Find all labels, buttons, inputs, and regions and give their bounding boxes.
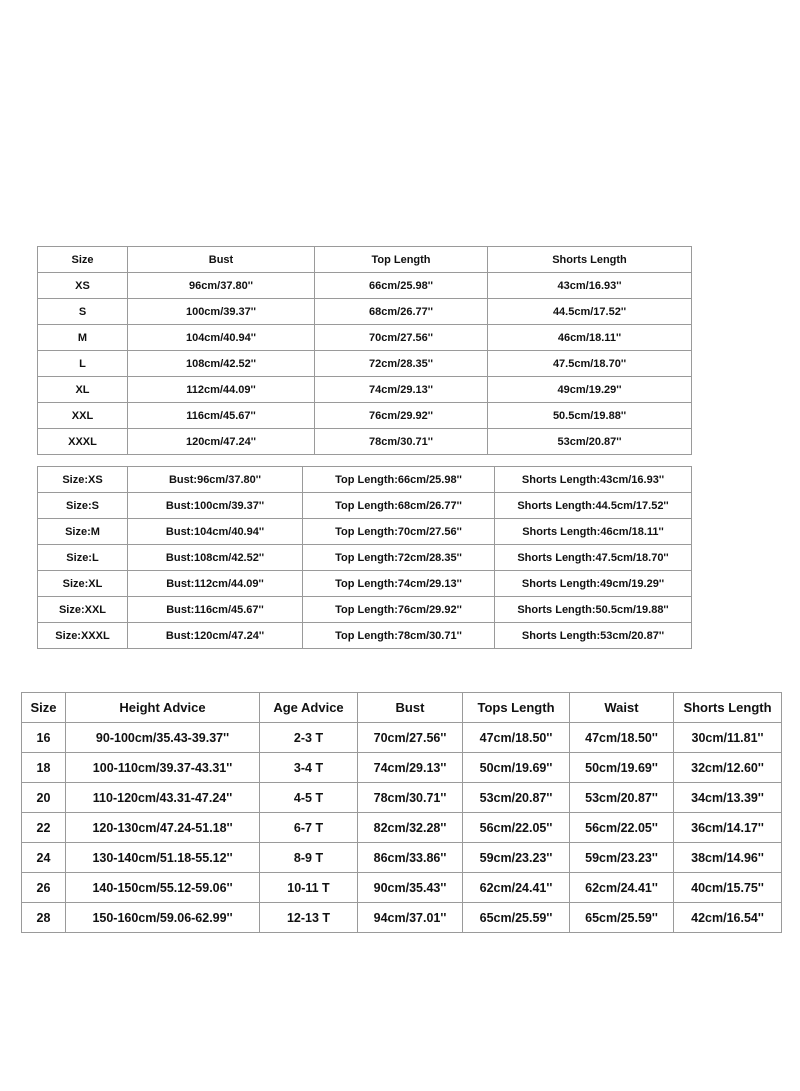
labeled-size-chart-table — [37, 466, 692, 649]
table-cell: 62cm/24.41'' — [570, 873, 674, 903]
table-cell: 94cm/37.01'' — [358, 903, 463, 933]
kids-size-chart-table — [21, 692, 782, 933]
table-cell: 104cm/40.94'' — [128, 325, 315, 351]
table-header-row — [38, 247, 692, 273]
table-row — [38, 519, 692, 545]
table-cell: 130-140cm/51.18-55.12'' — [66, 843, 260, 873]
table-row — [22, 723, 782, 753]
header-tops-length: Tops Length — [463, 693, 570, 723]
table-cell: XS — [38, 273, 128, 299]
table-header-row — [22, 693, 782, 723]
table-cell: 66cm/25.98'' — [315, 273, 488, 299]
table-cell: Size:L — [38, 545, 128, 571]
table-row — [22, 783, 782, 813]
header-bust: Bust — [128, 247, 315, 273]
table-row — [22, 843, 782, 873]
table-cell: 82cm/32.28'' — [358, 813, 463, 843]
table-cell: 10-11 T — [260, 873, 358, 903]
table-cell: S — [38, 299, 128, 325]
table-cell: 110-120cm/43.31-47.24'' — [66, 783, 260, 813]
header-shorts-length: Shorts Length — [488, 247, 692, 273]
table-cell: Shorts Length:46cm/18.11'' — [495, 519, 692, 545]
table-cell: 90cm/35.43'' — [358, 873, 463, 903]
table-cell: 46cm/18.11'' — [488, 325, 692, 351]
table-row — [38, 429, 692, 455]
table-cell: 16 — [22, 723, 66, 753]
table-row — [38, 623, 692, 649]
table-cell: Size:XXXL — [38, 623, 128, 649]
table-cell: Bust:116cm/45.67'' — [128, 597, 303, 623]
table-cell: 65cm/25.59'' — [463, 903, 570, 933]
table-cell: Top Length:66cm/25.98'' — [303, 467, 495, 493]
table-cell: 40cm/15.75'' — [674, 873, 782, 903]
table-cell: Bust:108cm/42.52'' — [128, 545, 303, 571]
table-row — [38, 545, 692, 571]
table-cell: Shorts Length:53cm/20.87'' — [495, 623, 692, 649]
table-cell: 50.5cm/19.88'' — [488, 403, 692, 429]
table-cell: 96cm/37.80'' — [128, 273, 315, 299]
table-cell: Top Length:72cm/28.35'' — [303, 545, 495, 571]
header-size: Size — [22, 693, 66, 723]
table-cell: Shorts Length:43cm/16.93'' — [495, 467, 692, 493]
table-cell: Bust:96cm/37.80'' — [128, 467, 303, 493]
table-cell: 36cm/14.17'' — [674, 813, 782, 843]
table-row — [22, 813, 782, 843]
table-cell: 3-4 T — [260, 753, 358, 783]
table-cell: 8-9 T — [260, 843, 358, 873]
table-cell: 59cm/23.23'' — [463, 843, 570, 873]
table-cell: 74cm/29.13'' — [315, 377, 488, 403]
table-cell: 65cm/25.59'' — [570, 903, 674, 933]
table-row — [38, 403, 692, 429]
table-cell: Top Length:76cm/29.92'' — [303, 597, 495, 623]
table-cell: Bust:100cm/39.37'' — [128, 493, 303, 519]
table-row — [38, 377, 692, 403]
table-cell: 74cm/29.13'' — [358, 753, 463, 783]
table-cell: Shorts Length:50.5cm/19.88'' — [495, 597, 692, 623]
table-cell: 32cm/12.60'' — [674, 753, 782, 783]
table-cell: 140-150cm/55.12-59.06'' — [66, 873, 260, 903]
table-row — [38, 597, 692, 623]
table-cell: 50cm/19.69'' — [463, 753, 570, 783]
table-cell: 22 — [22, 813, 66, 843]
table-cell: 2-3 T — [260, 723, 358, 753]
table-cell: 120-130cm/47.24-51.18'' — [66, 813, 260, 843]
table-cell: Bust:104cm/40.94'' — [128, 519, 303, 545]
table-row — [38, 325, 692, 351]
table-cell: 56cm/22.05'' — [570, 813, 674, 843]
table-cell: Size:XXL — [38, 597, 128, 623]
header-size: Size — [38, 247, 128, 273]
table-cell: 100-110cm/39.37-43.31'' — [66, 753, 260, 783]
header-height-advice: Height Advice — [66, 693, 260, 723]
table-row — [38, 493, 692, 519]
table-cell: XXL — [38, 403, 128, 429]
table-cell: Shorts Length:44.5cm/17.52'' — [495, 493, 692, 519]
table-cell: 47cm/18.50'' — [570, 723, 674, 753]
table-cell: 108cm/42.52'' — [128, 351, 315, 377]
table-cell: Top Length:74cm/29.13'' — [303, 571, 495, 597]
table-cell: 28 — [22, 903, 66, 933]
table-cell: Bust:120cm/47.24'' — [128, 623, 303, 649]
table-cell: 26 — [22, 873, 66, 903]
table-cell: 43cm/16.93'' — [488, 273, 692, 299]
table-cell: 70cm/27.56'' — [315, 325, 488, 351]
table-cell: 47.5cm/18.70'' — [488, 351, 692, 377]
table-row — [22, 753, 782, 783]
table-cell: 50cm/19.69'' — [570, 753, 674, 783]
table-cell: 86cm/33.86'' — [358, 843, 463, 873]
table-cell: 30cm/11.81'' — [674, 723, 782, 753]
table-cell: 120cm/47.24'' — [128, 429, 315, 455]
table-cell: Size:S — [38, 493, 128, 519]
table-cell: Shorts Length:47.5cm/18.70'' — [495, 545, 692, 571]
table-row — [38, 351, 692, 377]
table-cell: 24 — [22, 843, 66, 873]
table-row — [22, 903, 782, 933]
table-row — [22, 873, 782, 903]
table-cell: 44.5cm/17.52'' — [488, 299, 692, 325]
size-chart-table — [37, 246, 692, 455]
table-row — [38, 571, 692, 597]
header-shorts-length: Shorts Length — [674, 693, 782, 723]
table-cell: 20 — [22, 783, 66, 813]
table-cell: 68cm/26.77'' — [315, 299, 488, 325]
table-row — [38, 273, 692, 299]
table-cell: 34cm/13.39'' — [674, 783, 782, 813]
table-cell: 100cm/39.37'' — [128, 299, 315, 325]
table-cell: 70cm/27.56'' — [358, 723, 463, 753]
table-cell: 12-13 T — [260, 903, 358, 933]
table-cell: 53cm/20.87'' — [570, 783, 674, 813]
table-cell: Bust:112cm/44.09'' — [128, 571, 303, 597]
table-cell: Top Length:68cm/26.77'' — [303, 493, 495, 519]
table-cell: 38cm/14.96'' — [674, 843, 782, 873]
table-cell: 72cm/28.35'' — [315, 351, 488, 377]
table-cell: 42cm/16.54'' — [674, 903, 782, 933]
table-cell: 59cm/23.23'' — [570, 843, 674, 873]
table-cell: 18 — [22, 753, 66, 783]
table-cell: Size:XS — [38, 467, 128, 493]
table-row — [38, 467, 692, 493]
table-cell: Size:XL — [38, 571, 128, 597]
table-cell: Shorts Length:49cm/19.29'' — [495, 571, 692, 597]
table-cell: 78cm/30.71'' — [315, 429, 488, 455]
table-cell: 150-160cm/59.06-62.99'' — [66, 903, 260, 933]
table-cell: 53cm/20.87'' — [488, 429, 692, 455]
table-cell: 78cm/30.71'' — [358, 783, 463, 813]
table-cell: 90-100cm/35.43-39.37'' — [66, 723, 260, 753]
table-cell: 116cm/45.67'' — [128, 403, 315, 429]
table-cell: Top Length:70cm/27.56'' — [303, 519, 495, 545]
table-cell: 53cm/20.87'' — [463, 783, 570, 813]
table-cell: M — [38, 325, 128, 351]
table-cell: 56cm/22.05'' — [463, 813, 570, 843]
table-cell: 76cm/29.92'' — [315, 403, 488, 429]
table-cell: L — [38, 351, 128, 377]
header-waist: Waist — [570, 693, 674, 723]
table-cell: 4-5 T — [260, 783, 358, 813]
table-cell: 112cm/44.09'' — [128, 377, 315, 403]
table-cell: 6-7 T — [260, 813, 358, 843]
table-cell: XL — [38, 377, 128, 403]
header-bust: Bust — [358, 693, 463, 723]
table-cell: 47cm/18.50'' — [463, 723, 570, 753]
table-cell: XXXL — [38, 429, 128, 455]
table-cell: 49cm/19.29'' — [488, 377, 692, 403]
table-cell: 62cm/24.41'' — [463, 873, 570, 903]
table-cell: Top Length:78cm/30.71'' — [303, 623, 495, 649]
header-top-length: Top Length — [315, 247, 488, 273]
header-age-advice: Age Advice — [260, 693, 358, 723]
table-row — [38, 299, 692, 325]
table-cell: Size:M — [38, 519, 128, 545]
